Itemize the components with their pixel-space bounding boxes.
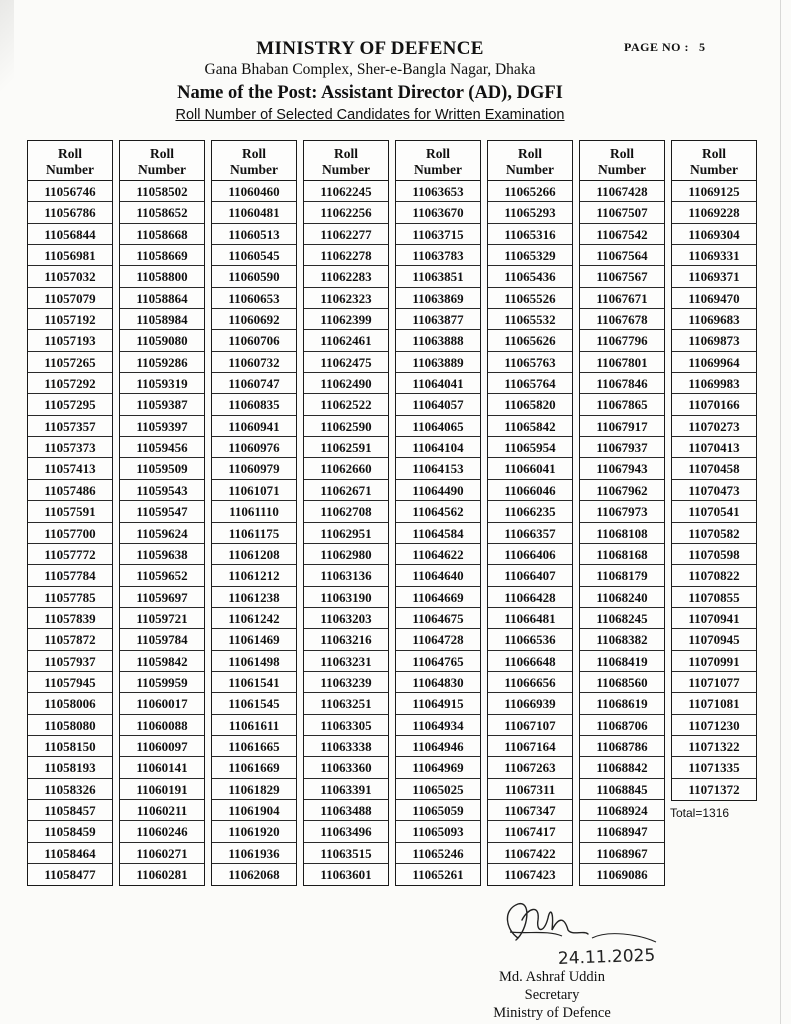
roll-number-cell: 11062323	[304, 288, 388, 309]
roll-number-cell: 11059624	[120, 523, 204, 544]
roll-number-cell: 11059697	[120, 587, 204, 608]
roll-number-cell: 11063783	[396, 245, 480, 266]
roll-number-cell: 11065820	[488, 394, 572, 415]
roll-number-cell: 11061208	[212, 544, 296, 565]
roll-number-cell: 11057839	[28, 608, 112, 629]
roll-number-cell: 11061498	[212, 651, 296, 672]
roll-number-cell: 11057872	[28, 629, 112, 650]
roll-number-cell: 11070458	[672, 458, 756, 479]
roll-number-cell: 11066235	[488, 501, 572, 522]
roll-number-cell: 11059397	[120, 416, 204, 437]
roll-number-cell: 11060271	[120, 843, 204, 864]
roll-number-cell: 11061920	[212, 821, 296, 842]
roll-number-cell: 11057193	[28, 330, 112, 351]
roll-number-cell: 11066656	[488, 672, 572, 693]
roll-column-8	[671, 140, 757, 801]
roll-number-cell: 11064830	[396, 672, 480, 693]
total-count: Total=1316	[670, 806, 730, 820]
roll-number-cell: 11063231	[304, 651, 388, 672]
roll-number-cell: 11068382	[580, 629, 664, 650]
column-header: Roll Number	[304, 141, 388, 181]
roll-number-cell: 11066648	[488, 651, 572, 672]
roll-number-cell: 11062461	[304, 330, 388, 351]
roll-number-cell: 11064057	[396, 394, 480, 415]
roll-number-cell: 11064969	[396, 757, 480, 778]
roll-number-cell: 11063601	[320, 867, 372, 882]
roll-number-cell: 11066046	[488, 480, 572, 501]
roll-number-cell: 11067423	[504, 867, 556, 882]
roll-number-cell: 11064765	[396, 651, 480, 672]
roll-number-cell: 11064640	[396, 565, 480, 586]
roll-number-cell: 11070473	[672, 480, 756, 501]
roll-number-cell: 11065246	[396, 843, 480, 864]
page-number: 5	[698, 40, 706, 54]
roll-number-cell: 11062283	[304, 266, 388, 287]
roll-number-cell: 11069371	[672, 266, 756, 287]
roll-number-cell: 11063653	[396, 181, 480, 202]
roll-number-cell: 11062951	[304, 523, 388, 544]
roll-number-cell: 11061071	[212, 480, 296, 501]
roll-number-cell: 11062591	[304, 437, 388, 458]
roll-number-cell: 11065093	[396, 821, 480, 842]
roll-number-cell: 11060017	[120, 693, 204, 714]
roll-number-cell: 11067564	[580, 245, 664, 266]
roll-number-cell: 11057700	[28, 523, 112, 544]
roll-number-cell: 11057945	[28, 672, 112, 693]
roll-number-cell: 11059652	[120, 565, 204, 586]
roll-number-cell: 11060281	[136, 867, 188, 882]
roll-number-cell: 11057937	[28, 651, 112, 672]
roll-number-cell: 11069125	[672, 181, 756, 202]
roll-number-cell: 11059080	[120, 330, 204, 351]
roll-number-cell: 11068560	[580, 672, 664, 693]
roll-number-cell: 11059456	[120, 437, 204, 458]
roll-number-cell: 11067962	[580, 480, 664, 501]
column-header: Roll Number	[212, 141, 296, 181]
roll-number-cell: 11067507	[580, 202, 664, 223]
roll-number-cell: 11062245	[304, 181, 388, 202]
roll-number-cell: 11057373	[28, 437, 112, 458]
roll-number-cell: 11063515	[304, 843, 388, 864]
roll-number-cell: 11058006	[28, 693, 112, 714]
roll-column-2	[119, 140, 205, 886]
roll-number-cell: 11068619	[580, 693, 664, 714]
roll-number-cell: 11068842	[580, 757, 664, 778]
column-header: Roll Number	[120, 141, 204, 181]
roll-number-cell: 11060653	[212, 288, 296, 309]
roll-number-cell: 11065059	[396, 800, 480, 821]
roll-number-cell: 11058668	[120, 224, 204, 245]
roll-number-cell: 11071372	[688, 781, 740, 797]
roll-number-cell: 11061469	[212, 629, 296, 650]
scan-right-edge	[780, 0, 781, 1024]
roll-number-cell: 11065526	[488, 288, 572, 309]
roll-number-cell: 11067417	[488, 821, 572, 842]
roll-number-cell: 11057079	[28, 288, 112, 309]
roll-number-cell: 11070941	[672, 608, 756, 629]
roll-number-cell: 11058652	[120, 202, 204, 223]
roll-number-cell: 11060211	[120, 800, 204, 821]
roll-number-cell: 11058457	[28, 800, 112, 821]
column-header: Roll Number	[488, 141, 572, 181]
signatory-designation: Secretary	[524, 987, 580, 1003]
roll-number-cell: 11067937	[580, 437, 664, 458]
roll-number-cell: 11066939	[488, 693, 572, 714]
roll-number-cell: 11060747	[212, 373, 296, 394]
roll-number-cell: 11069873	[672, 330, 756, 351]
roll-number-cell: 11058502	[120, 181, 204, 202]
roll-number-cell: 11062522	[304, 394, 388, 415]
roll-column-1	[27, 140, 113, 886]
column-header: Roll Number	[672, 141, 756, 181]
roll-number-cell: 11062671	[304, 480, 388, 501]
list-subtitle: Roll Number of Selected Candidates for Written Examination	[175, 107, 565, 123]
roll-number-cell: 11065316	[488, 224, 572, 245]
roll-number-cell: 11064915	[396, 693, 480, 714]
roll-number-cell: 11063496	[304, 821, 388, 842]
roll-number-cell: 11065293	[488, 202, 572, 223]
roll-number-cell: 11060835	[212, 394, 296, 415]
roll-number-cell: 11063715	[396, 224, 480, 245]
ministry-title: MINISTRY OF DEFENCE	[256, 38, 484, 59]
roll-number-cell: 11067107	[488, 715, 572, 736]
roll-number-cell: 11056786	[28, 202, 112, 223]
roll-number-cell: 11064562	[396, 501, 480, 522]
roll-number-cell: 11068924	[580, 800, 664, 821]
roll-number-cell: 11061829	[212, 779, 296, 800]
roll-number-cell: 11060513	[212, 224, 296, 245]
roll-number-cell: 11064041	[396, 373, 480, 394]
roll-number-cell: 11066481	[488, 608, 572, 629]
roll-number-cell: 11063239	[304, 672, 388, 693]
roll-number-cell: 11069983	[672, 373, 756, 394]
roll-number-cell: 11057591	[28, 501, 112, 522]
roll-number-cell: 11059319	[120, 373, 204, 394]
roll-number-cell: 11071335	[672, 757, 756, 778]
ministry-address: Gana Bhaban Complex, Sher-e-Bangla Nagar, Dhaka	[204, 61, 536, 78]
roll-number-cell: 11058669	[120, 245, 204, 266]
roll-number-cell: 11061541	[212, 672, 296, 693]
roll-number-cell: 11063488	[304, 800, 388, 821]
roll-number-cell: 11059638	[120, 544, 204, 565]
roll-column-4	[303, 140, 389, 886]
roll-number-cell: 11069331	[672, 245, 756, 266]
roll-number-cell: 11060097	[120, 736, 204, 757]
roll-number-cell: 11061545	[212, 693, 296, 714]
roll-number-cell: 11058800	[120, 266, 204, 287]
roll-number-cell: 11063190	[304, 587, 388, 608]
roll-number-cell: 11065954	[488, 437, 572, 458]
roll-number-cell: 11067164	[488, 736, 572, 757]
roll-number-cell: 11064104	[396, 437, 480, 458]
roll-number-cell: 11064065	[396, 416, 480, 437]
roll-number-cell: 11060732	[212, 352, 296, 373]
roll-number-cell: 11066407	[488, 565, 572, 586]
roll-number-cell: 11069086	[596, 867, 648, 882]
roll-number-cell: 11063391	[304, 779, 388, 800]
roll-number-cell: 11060706	[212, 330, 296, 351]
roll-number-cell: 11062980	[304, 544, 388, 565]
roll-column-5	[395, 140, 481, 886]
roll-column-6	[487, 140, 573, 886]
roll-number-cell: 11070855	[672, 587, 756, 608]
roll-number-cell: 11070166	[672, 394, 756, 415]
roll-number-cell: 11064153	[396, 458, 480, 479]
roll-number-cell: 11068947	[580, 821, 664, 842]
roll-number-cell: 11063136	[304, 565, 388, 586]
roll-number-cell: 11063216	[304, 629, 388, 650]
roll-number-cell: 11057772	[28, 544, 112, 565]
signatory-block	[462, 968, 642, 1022]
roll-column-7	[579, 140, 665, 886]
roll-number-cell: 11058464	[28, 843, 112, 864]
roll-number-cell: 11060088	[120, 715, 204, 736]
roll-number-cell: 11060545	[212, 245, 296, 266]
roll-number-cell: 11057413	[28, 458, 112, 479]
roll-number-cell: 11058864	[120, 288, 204, 309]
roll-number-cell: 11070541	[672, 501, 756, 522]
roll-number-cell: 11065532	[488, 309, 572, 330]
roll-number-cell: 11067678	[580, 309, 664, 330]
roll-number-cell: 11067542	[580, 224, 664, 245]
roll-number-cell: 11063203	[304, 608, 388, 629]
roll-number-cell: 11065436	[488, 266, 572, 287]
roll-number-cell: 11068245	[580, 608, 664, 629]
roll-number-cell: 11069470	[672, 288, 756, 309]
roll-number-cell: 11063869	[396, 288, 480, 309]
roll-number-cell: 11067846	[580, 373, 664, 394]
roll-number-cell: 11059959	[120, 672, 204, 693]
roll-number-cell: 11065025	[396, 779, 480, 800]
roll-number-cell: 11067428	[580, 181, 664, 202]
roll-number-cell: 11062068	[228, 867, 280, 882]
roll-number-cell: 11060976	[212, 437, 296, 458]
roll-number-cell: 11060191	[120, 779, 204, 800]
roll-number-cell: 11063877	[396, 309, 480, 330]
roll-number-cell: 11065329	[488, 245, 572, 266]
roll-number-cell: 11066536	[488, 629, 572, 650]
roll-number-cell: 11060246	[120, 821, 204, 842]
roll-number-cell: 11059784	[120, 629, 204, 650]
roll-number-cell: 11070582	[672, 523, 756, 544]
roll-number-cell: 11057295	[28, 394, 112, 415]
column-header: Roll Number	[28, 141, 112, 181]
roll-number-cell: 11062399	[304, 309, 388, 330]
roll-number-cell: 11066428	[488, 587, 572, 608]
roll-number-cell: 11058477	[44, 867, 96, 882]
signatory-name: Md. Ashraf Uddin	[499, 969, 605, 985]
roll-number-cell: 11058080	[28, 715, 112, 736]
roll-number-cell: 11071322	[672, 736, 756, 757]
roll-number-cell: 11068845	[580, 779, 664, 800]
roll-number-cell: 11061665	[212, 736, 296, 757]
roll-number-cell: 11068240	[580, 587, 664, 608]
roll-number-cell: 11068706	[580, 715, 664, 736]
roll-number-cell: 11067567	[580, 266, 664, 287]
roll-number-cell: 11070273	[672, 416, 756, 437]
roll-number-cell: 11061242	[212, 608, 296, 629]
roll-number-cell: 11062590	[304, 416, 388, 437]
roll-number-cell: 11060590	[212, 266, 296, 287]
roll-number-cell: 11056981	[28, 245, 112, 266]
roll-number-cell: 11065763	[488, 352, 572, 373]
roll-number-cell: 11071230	[672, 715, 756, 736]
roll-number-cell: 11064622	[396, 544, 480, 565]
roll-number-cell: 11061238	[212, 587, 296, 608]
roll-number-cell: 11063851	[396, 266, 480, 287]
roll-number-cell: 11061175	[212, 523, 296, 544]
roll-number-cell: 11057192	[28, 309, 112, 330]
roll-number-cell: 11064728	[396, 629, 480, 650]
roll-number-cell: 11059387	[120, 394, 204, 415]
roll-number-cell: 11059547	[120, 501, 204, 522]
roll-number-cell: 11062708	[304, 501, 388, 522]
roll-number-cell: 11068419	[580, 651, 664, 672]
roll-number-cell: 11070991	[672, 651, 756, 672]
roll-number-cell: 11060481	[212, 202, 296, 223]
roll-number-cell: 11062660	[304, 458, 388, 479]
roll-number-cell: 11067311	[488, 779, 572, 800]
roll-number-cell: 11057785	[28, 587, 112, 608]
roll-number-cell: 11067943	[580, 458, 664, 479]
roll-number-cell: 11062490	[304, 373, 388, 394]
roll-number-cell: 11068108	[580, 523, 664, 544]
roll-number-cell: 11062278	[304, 245, 388, 266]
roll-number-cell: 11067917	[580, 416, 664, 437]
roll-number-cell: 11064946	[396, 736, 480, 757]
roll-number-cell: 11063360	[304, 757, 388, 778]
roll-number-cell: 11071077	[672, 672, 756, 693]
roll-number-cell: 11067263	[488, 757, 572, 778]
roll-number-cell: 11066041	[488, 458, 572, 479]
roll-number-cell: 11071081	[672, 693, 756, 714]
roll-number-cell: 11056746	[28, 181, 112, 202]
signature-date: 24.11.2025	[557, 945, 656, 969]
roll-number-cell: 11061936	[212, 843, 296, 864]
roll-number-cell: 11058193	[28, 757, 112, 778]
roll-number-cell: 11070413	[672, 437, 756, 458]
roll-number-cell: 11065261	[412, 867, 464, 882]
roll-number-cell: 11063338	[304, 736, 388, 757]
roll-number-cell: 11063251	[304, 693, 388, 714]
roll-number-cell: 11062277	[304, 224, 388, 245]
roll-number-cell: 11070598	[672, 544, 756, 565]
roll-number-cell: 11057292	[28, 373, 112, 394]
roll-number-cell: 11065842	[488, 416, 572, 437]
roll-number-cell: 11060141	[120, 757, 204, 778]
roll-number-cell: 11066357	[488, 523, 572, 544]
roll-number-cell: 11065266	[488, 181, 572, 202]
roll-number-cell: 11069683	[672, 309, 756, 330]
roll-number-cell: 11061669	[212, 757, 296, 778]
roll-number-cell: 11059721	[120, 608, 204, 629]
roll-number-cell: 11068967	[580, 843, 664, 864]
post-name: Name of the Post: Assistant Director (AD), DGFI	[177, 83, 563, 103]
roll-number-cell: 11057357	[28, 416, 112, 437]
roll-number-cell: 11063889	[396, 352, 480, 373]
roll-number-cell: 11061904	[212, 800, 296, 821]
roll-number-cell: 11057784	[28, 565, 112, 586]
roll-number-cell: 11057032	[28, 266, 112, 287]
roll-number-cell: 11065626	[488, 330, 572, 351]
roll-number-cell: 11058150	[28, 736, 112, 757]
roll-number-cell: 11063305	[304, 715, 388, 736]
roll-number-cell: 11064490	[396, 480, 480, 501]
roll-number-cell: 11059509	[120, 458, 204, 479]
roll-number-cell: 11060941	[212, 416, 296, 437]
roll-number-cell: 11069228	[672, 202, 756, 223]
roll-number-cell: 11064584	[396, 523, 480, 544]
roll-number-cell: 11067422	[488, 843, 572, 864]
roll-number-cell: 11067347	[488, 800, 572, 821]
roll-number-cell: 11058326	[28, 779, 112, 800]
roll-number-cell: 11061110	[212, 501, 296, 522]
handwritten-signature	[488, 890, 668, 970]
roll-number-cell: 11068168	[580, 544, 664, 565]
roll-number-cell: 11061611	[212, 715, 296, 736]
roll-number-cell: 11069964	[672, 352, 756, 373]
roll-number-cell: 11068786	[580, 736, 664, 757]
roll-number-cell: 11060460	[212, 181, 296, 202]
roll-number-cell: 11056844	[28, 224, 112, 245]
roll-number-cell: 11060979	[212, 458, 296, 479]
page-number-label	[624, 40, 705, 55]
roll-number-cell: 11062475	[304, 352, 388, 373]
page-label: PAGE NO :	[624, 40, 689, 54]
roll-number-cell: 11065764	[488, 373, 572, 394]
roll-number-cell: 11067973	[580, 501, 664, 522]
signatory-office: Ministry of Defence	[493, 1005, 611, 1021]
column-header: Roll Number	[396, 141, 480, 181]
roll-number-cell: 11064934	[396, 715, 480, 736]
roll-number-cell: 11067865	[580, 394, 664, 415]
roll-number-cell: 11057486	[28, 480, 112, 501]
roll-number-cell: 11059842	[120, 651, 204, 672]
roll-number-cell: 11061212	[212, 565, 296, 586]
roll-column-3	[211, 140, 297, 886]
roll-number-cell: 11064669	[396, 587, 480, 608]
roll-number-cell: 11068179	[580, 565, 664, 586]
roll-number-cell: 11067671	[580, 288, 664, 309]
roll-number-cell: 11064675	[396, 608, 480, 629]
roll-number-cell: 11063670	[396, 202, 480, 223]
roll-number-cell: 11058459	[28, 821, 112, 842]
roll-number-cell: 11067796	[580, 330, 664, 351]
roll-number-cell: 11059543	[120, 480, 204, 501]
roll-number-cell: 11067801	[580, 352, 664, 373]
roll-number-cell: 11057265	[28, 352, 112, 373]
roll-number-cell: 11060692	[212, 309, 296, 330]
roll-number-cell: 11069304	[672, 224, 756, 245]
roll-number-cell: 11063888	[396, 330, 480, 351]
column-header: Roll Number	[580, 141, 664, 181]
roll-number-cell: 11066406	[488, 544, 572, 565]
roll-number-cell: 11058984	[120, 309, 204, 330]
roll-number-cell: 11059286	[120, 352, 204, 373]
roll-number-cell: 11062256	[304, 202, 388, 223]
roll-number-cell: 11070822	[672, 565, 756, 586]
roll-number-cell: 11070945	[672, 629, 756, 650]
